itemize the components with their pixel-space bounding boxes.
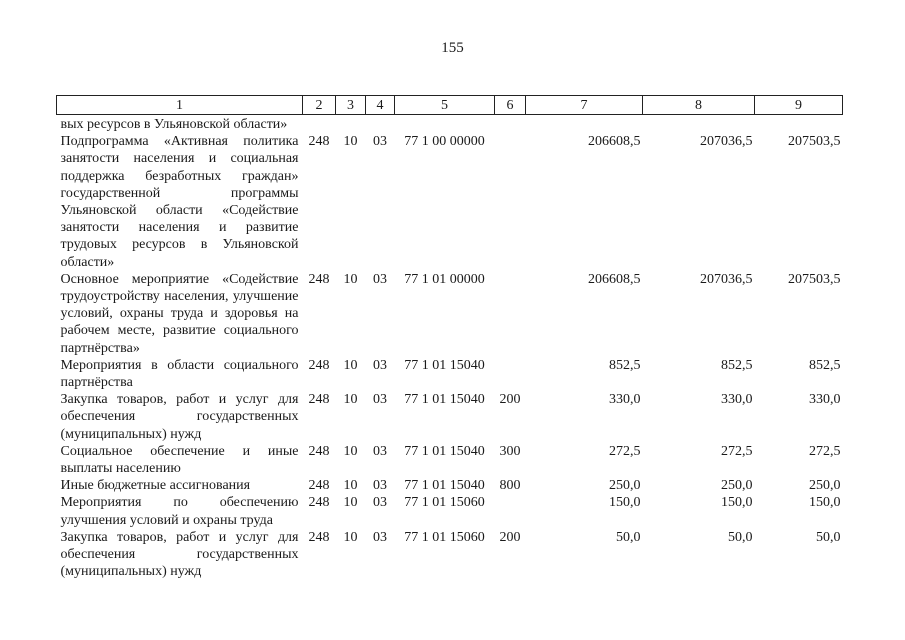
row-subsection: 03 — [373, 134, 387, 150]
header-row — [57, 96, 843, 115]
row-amount-col8: 330,0 — [721, 392, 753, 408]
row-name: Мероприятия в области социального партнёрства — [60, 357, 299, 391]
row-target-code: 77 1 01 15040 — [404, 357, 485, 373]
table-row — [57, 357, 843, 391]
row-name: Закупка товаров, работ и услуг для обеспечения государственных (муниципальных) нужд — [60, 529, 299, 580]
row-expense-type: 200 — [499, 392, 521, 408]
row-amount-col7: 272,5 — [609, 443, 641, 459]
row-admin-code: 248 — [308, 392, 330, 408]
row-amount-col7: 206608,5 — [588, 271, 641, 287]
row-name: Закупка товаров, работ и услуг для обеспечения государственных (муниципальных) нужд — [60, 392, 299, 442]
row-expense-type — [495, 357, 526, 391]
row-name: Подпрограмма «Активная политика занятости населения и социальная поддержка безработных граждан» государственной программы Ульяновской области «Содействие занятости населения и развитие трудовых ресурсов в Ульяновской области» — [60, 134, 299, 270]
row-expense-type — [495, 271, 526, 357]
row-name: Социальное обеспечение и иные выплаты населению — [60, 443, 299, 477]
row-target-code: 77 1 01 00000 — [404, 271, 485, 287]
row-subsection: 03 — [373, 495, 387, 511]
row-subsection: 03 — [373, 271, 387, 287]
row-amount-col8: 50,0 — [728, 529, 753, 545]
row-subsection — [366, 115, 395, 134]
row-expense-type — [495, 115, 526, 134]
row-section: 10 — [343, 357, 358, 373]
column-header-9: 9 — [755, 96, 843, 115]
row-admin-code: 248 — [308, 271, 330, 287]
row-target-code: 77 1 01 15040 — [404, 392, 485, 408]
row-amount-col9: 150,0 — [809, 495, 841, 511]
column-header-4: 4 — [366, 96, 395, 115]
row-amount-col8: 207036,5 — [700, 134, 753, 150]
row-amount-col8: 207036,5 — [700, 271, 753, 287]
row-section: 10 — [343, 443, 358, 459]
column-header-1: 1 — [57, 96, 303, 115]
table-row — [57, 271, 843, 357]
row-expense-type — [495, 494, 526, 528]
column-header-2: 2 — [303, 96, 336, 115]
table-header — [57, 96, 843, 115]
column-header-5: 5 — [395, 96, 495, 115]
row-amount-col7: 330,0 — [609, 392, 641, 408]
row-admin-code — [303, 115, 336, 134]
row-section: 10 — [343, 478, 358, 494]
row-name: вых ресурсов в Ульяновской области» — [60, 117, 288, 132]
budget-table — [56, 95, 843, 580]
row-amount-col9: 330,0 — [809, 392, 841, 408]
row-name: Основное мероприятие «Содействие трудоустройству населения, улучшение условий, охраны труда и здоровья на рабочем месте, развитие социального партнёрства» — [60, 271, 299, 356]
row-target-code: 77 1 01 15040 — [404, 478, 485, 494]
row-amount-col9 — [755, 115, 843, 134]
row-amount-col8 — [643, 115, 755, 134]
table-row — [57, 477, 843, 494]
row-amount-col9: 272,5 — [809, 443, 841, 459]
row-target-code: 77 1 01 15060 — [404, 495, 485, 511]
row-amount-col9: 250,0 — [809, 478, 841, 494]
row-amount-col9: 207503,5 — [788, 134, 841, 150]
table-row — [57, 443, 843, 477]
table-row — [57, 133, 843, 271]
row-amount-col7: 150,0 — [609, 495, 641, 511]
row-expense-type: 200 — [499, 529, 521, 545]
row-subsection: 03 — [373, 357, 387, 373]
row-section: 10 — [343, 392, 358, 408]
row-section: 10 — [343, 529, 358, 545]
row-section: 10 — [343, 495, 358, 511]
table-row — [57, 529, 843, 581]
row-amount-col8: 852,5 — [721, 357, 753, 373]
row-name: Иные бюджетные ассигнования — [60, 478, 251, 494]
row-section: 10 — [343, 271, 358, 287]
page-number: 155 — [441, 40, 464, 56]
row-amount-col7: 50,0 — [616, 529, 641, 545]
row-target-code: 77 1 01 15040 — [404, 443, 485, 459]
budget-table-container — [56, 95, 842, 580]
row-admin-code: 248 — [308, 495, 330, 511]
row-target-code: 77 1 01 15060 — [404, 529, 485, 545]
column-header-6: 6 — [495, 96, 526, 115]
table-row — [57, 391, 843, 443]
row-expense-type — [495, 133, 526, 271]
row-admin-code: 248 — [308, 443, 330, 459]
row-subsection: 03 — [373, 392, 387, 408]
row-amount-col9: 207503,5 — [788, 271, 841, 287]
row-amount-col9: 50,0 — [816, 529, 841, 545]
row-amount-col8: 150,0 — [721, 495, 753, 511]
table-row — [57, 494, 843, 528]
row-amount-col8: 250,0 — [721, 478, 753, 494]
row-amount-col7: 206608,5 — [588, 134, 641, 150]
row-admin-code: 248 — [308, 357, 330, 373]
row-amount-col8: 272,5 — [721, 443, 753, 459]
row-subsection: 03 — [373, 443, 387, 459]
row-amount-col7: 250,0 — [609, 478, 641, 494]
row-amount-col7 — [526, 115, 643, 134]
row-target-code — [395, 115, 495, 134]
row-subsection: 03 — [373, 529, 387, 545]
row-section — [336, 115, 366, 134]
table-row — [57, 115, 843, 134]
row-subsection: 03 — [373, 478, 387, 494]
row-amount-col7: 852,5 — [609, 357, 641, 373]
column-header-7: 7 — [526, 96, 643, 115]
row-admin-code: 248 — [308, 134, 330, 150]
row-target-code: 77 1 00 00000 — [404, 134, 485, 150]
column-header-3: 3 — [336, 96, 366, 115]
row-expense-type: 300 — [499, 443, 521, 459]
table-body — [57, 115, 843, 581]
row-admin-code: 248 — [308, 478, 330, 494]
row-section: 10 — [343, 134, 358, 150]
row-expense-type: 800 — [499, 478, 521, 494]
row-admin-code: 248 — [308, 529, 330, 545]
column-header-8: 8 — [643, 96, 755, 115]
row-name: Мероприятия по обеспечению улучшения условий и охраны труда — [60, 495, 299, 528]
row-amount-col9: 852,5 — [809, 357, 841, 373]
